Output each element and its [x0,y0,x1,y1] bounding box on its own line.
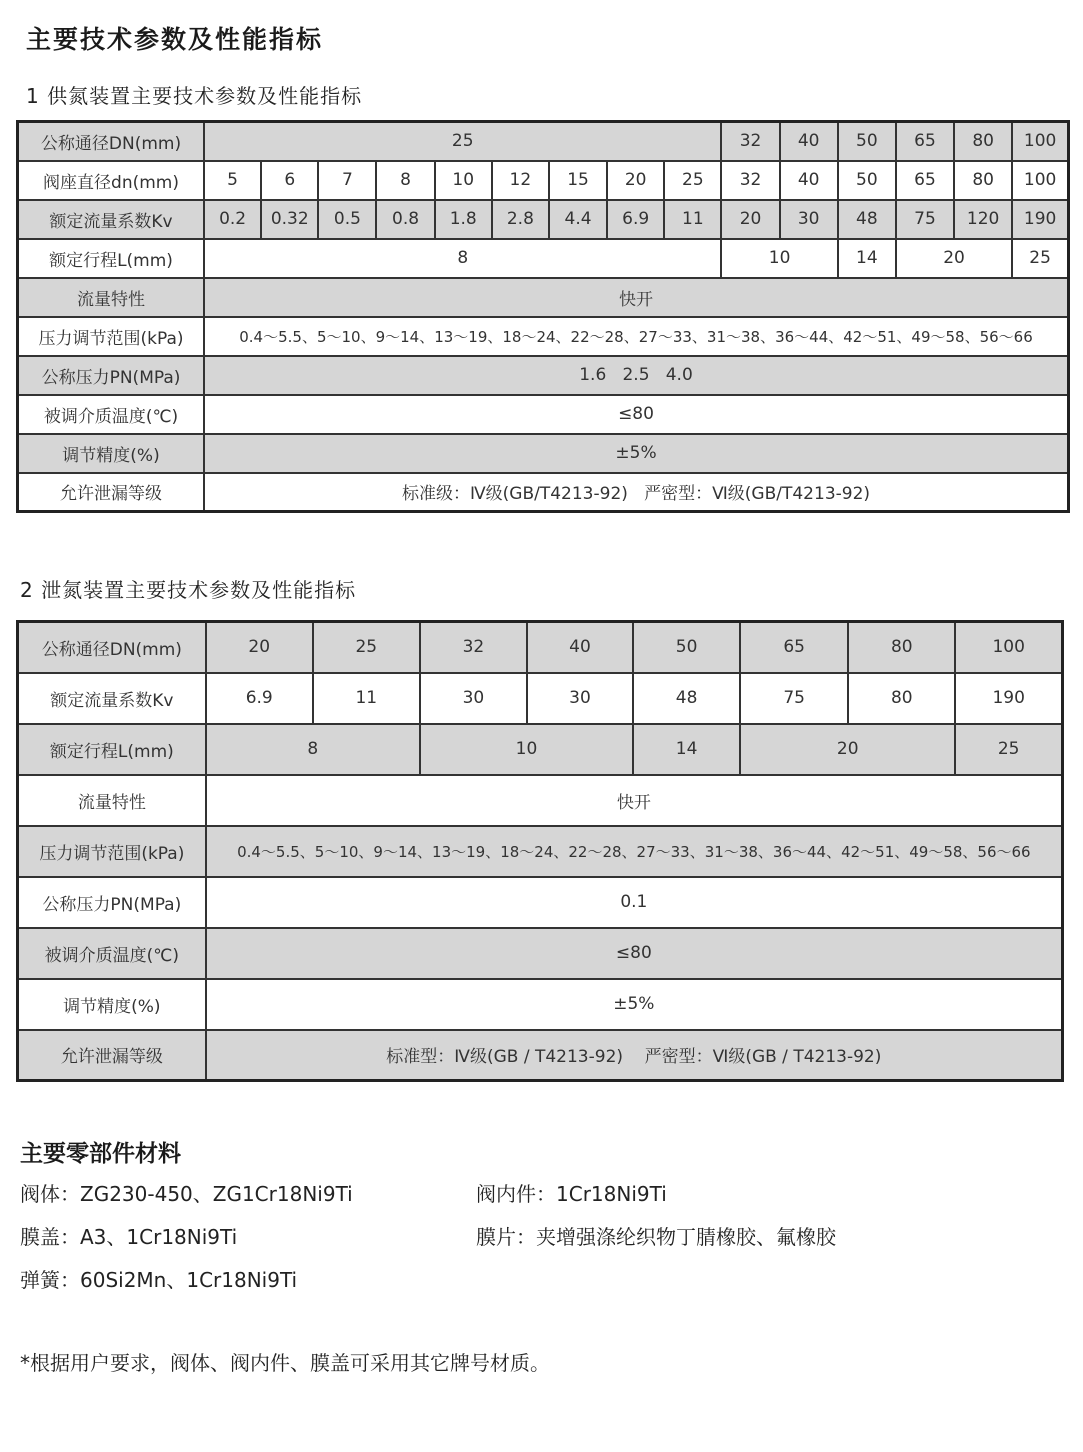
table-row-pn [18,356,1069,395]
table-cell: 50 [633,622,740,673]
table-cell: 0.4～5.5、5～10、9～14、13～19、18～24、22～28、27～33、31～38、36～44、42～51、49～58、56～66 [204,317,1068,356]
row-label: 阀座直径dn(mm) [18,161,205,200]
table-cell: 65 [896,161,954,200]
table-cell: 10 [721,239,837,278]
footnote: *根据用户要求，阀体、阀内件、膜盖可采用其它牌号材质。 [20,1351,550,1375]
table-cell: 25 [313,622,420,673]
table-cell: 30 [420,673,527,724]
table-cell: 快开 [206,775,1063,826]
table-cell: 8 [376,161,434,200]
table-row-pressure-range [18,317,1069,356]
row-label: 额定行程L(mm) [18,239,205,278]
table-cell: ±5% [204,434,1068,473]
table-cell: 0.32 [261,200,318,239]
table-cell: 0.1 [206,877,1063,928]
table-cell: 0.4～5.5、5～10、9～14、13～19、18～24、22～28、27～33、31～38、36～44、42～51、49～58、56～66 [206,826,1063,877]
row-label: 公称通径DN(mm) [18,622,206,673]
table-cell: 40 [780,161,838,200]
table-row-kv [18,200,1069,239]
table-cell: 120 [954,200,1012,239]
table-cell: 标准级：Ⅳ级(GB/T4213-92) 严密型：Ⅵ级(GB/T4213-92) [204,473,1068,512]
table-row-accuracy [18,434,1069,473]
material-diaphragm: 膜片：夹增强涤纶织物丁腈橡胶、氟橡胶 [476,1225,836,1249]
table-row-flow [18,278,1069,317]
table-cell: 7 [318,161,376,200]
table-row-flow [18,775,1063,826]
table-cell: 8 [206,724,420,775]
table-cell: 20 [206,622,313,673]
row-label: 允许泄漏等级 [18,473,205,512]
table-row-temp [18,928,1063,979]
row-label: 公称压力PN(MPa) [18,356,205,395]
row-label: 被调介质温度(℃) [18,928,206,979]
materials-title: 主要零部件材料 [20,1141,181,1167]
row-label: 压力调节范围(kPa) [18,317,205,356]
table-cell: 20 [607,161,664,200]
table-cell: 190 [1012,200,1068,239]
table-row-temp [18,395,1069,434]
material-bonnet: 膜盖：A3、1Cr18Ni9Ti [20,1225,238,1249]
material-body: 阀体：ZG230-450、ZG1Cr18Ni9Ti [20,1182,353,1206]
table-cell: 65 [896,122,954,161]
table-cell: 快开 [204,278,1068,317]
table-cell: 48 [838,200,896,239]
material-spring: 弹簧：60Si2Mn、1Cr18Ni9Ti [20,1268,298,1292]
table-cell: 32 [721,122,779,161]
table-cell: 80 [954,161,1012,200]
table-cell: 10 [435,161,492,200]
row-label: 被调介质温度(℃) [18,395,205,434]
table-cell: 5 [204,161,261,200]
table-cell: 75 [740,673,848,724]
table-cell: 75 [896,200,954,239]
table-row-dn [18,622,1063,673]
table-row-stroke [18,724,1063,775]
table-cell: 32 [721,161,779,200]
row-label: 额定行程L(mm) [18,724,206,775]
table-cell: 20 [896,239,1012,278]
table-cell: 1.8 [435,200,492,239]
table-row-kv [18,673,1063,724]
table-cell: 标准型：Ⅳ级(GB / T4213-92) 严密型：Ⅵ级(GB / T4213-92) [206,1030,1063,1081]
table-cell: 25 [204,122,721,161]
table2-title: 2 泄氮装置主要技术参数及性能指标 [20,578,357,602]
table-cell: 50 [838,161,896,200]
row-label: 调节精度(%) [18,434,205,473]
table-row-dn [18,122,1069,161]
table-cell: 8 [204,239,721,278]
table-cell: 20 [721,200,779,239]
table-cell: ≤80 [206,928,1063,979]
table-cell: 50 [838,122,896,161]
table-cell: 6.9 [206,673,313,724]
table-cell: 100 [955,622,1062,673]
table-cell: 65 [740,622,848,673]
table-cell: 25 [664,161,721,200]
table-row-accuracy [18,979,1063,1030]
table-cell: 0.5 [318,200,376,239]
row-label: 流量特性 [18,775,206,826]
nitrogen-release-spec-table [16,620,1064,1082]
table-cell: 40 [780,122,838,161]
table-cell: 10 [420,724,633,775]
table-cell: 20 [740,724,955,775]
table-cell: 100 [1012,161,1068,200]
row-label: 额定流量系数Kv [18,673,206,724]
table-row-leakage [18,473,1069,512]
row-label: 额定流量系数Kv [18,200,205,239]
table-cell: 1.6 2.5 4.0 [204,356,1068,395]
table-row-seat [18,161,1069,200]
table-cell: 14 [633,724,740,775]
table-cell: ≤80 [204,395,1068,434]
row-label: 公称通径DN(mm) [18,122,205,161]
table-cell: 100 [1012,122,1068,161]
table-row-stroke [18,239,1069,278]
table-cell: 48 [633,673,740,724]
table-cell: 12 [492,161,549,200]
table-cell: 25 [955,724,1062,775]
table-cell: 25 [1012,239,1068,278]
row-label: 公称压力PN(MPa) [18,877,206,928]
row-label: 调节精度(%) [18,979,206,1030]
table-cell: 190 [955,673,1062,724]
table-cell: ±5% [206,979,1063,1030]
table-row-pn [18,877,1063,928]
table-cell: 40 [527,622,633,673]
table1-title: 1 供氮装置主要技术参数及性能指标 [26,84,363,108]
table-cell: 4.4 [549,200,607,239]
table-cell: 0.2 [204,200,261,239]
table-row-leakage [18,1030,1063,1081]
table-row-pressure-range [18,826,1063,877]
page-title: 主要技术参数及性能指标 [26,25,324,54]
table-cell: 11 [313,673,420,724]
table-cell: 30 [780,200,838,239]
row-label: 压力调节范围(kPa) [18,826,206,877]
material-trim: 阀内件：1Cr18Ni9Ti [476,1182,667,1206]
table-cell: 6.9 [607,200,664,239]
table-cell: 80 [848,673,955,724]
table-cell: 32 [420,622,527,673]
table-cell: 6 [261,161,318,200]
table-cell: 30 [527,673,633,724]
table-cell: 15 [549,161,607,200]
table-cell: 80 [954,122,1012,161]
table-cell: 0.8 [376,200,434,239]
table-cell: 11 [664,200,721,239]
table-cell: 2.8 [492,200,549,239]
table-cell: 14 [838,239,896,278]
row-label: 流量特性 [18,278,205,317]
table-cell: 80 [848,622,955,673]
row-label: 允许泄漏等级 [18,1030,206,1081]
nitrogen-supply-spec-table [16,120,1070,513]
